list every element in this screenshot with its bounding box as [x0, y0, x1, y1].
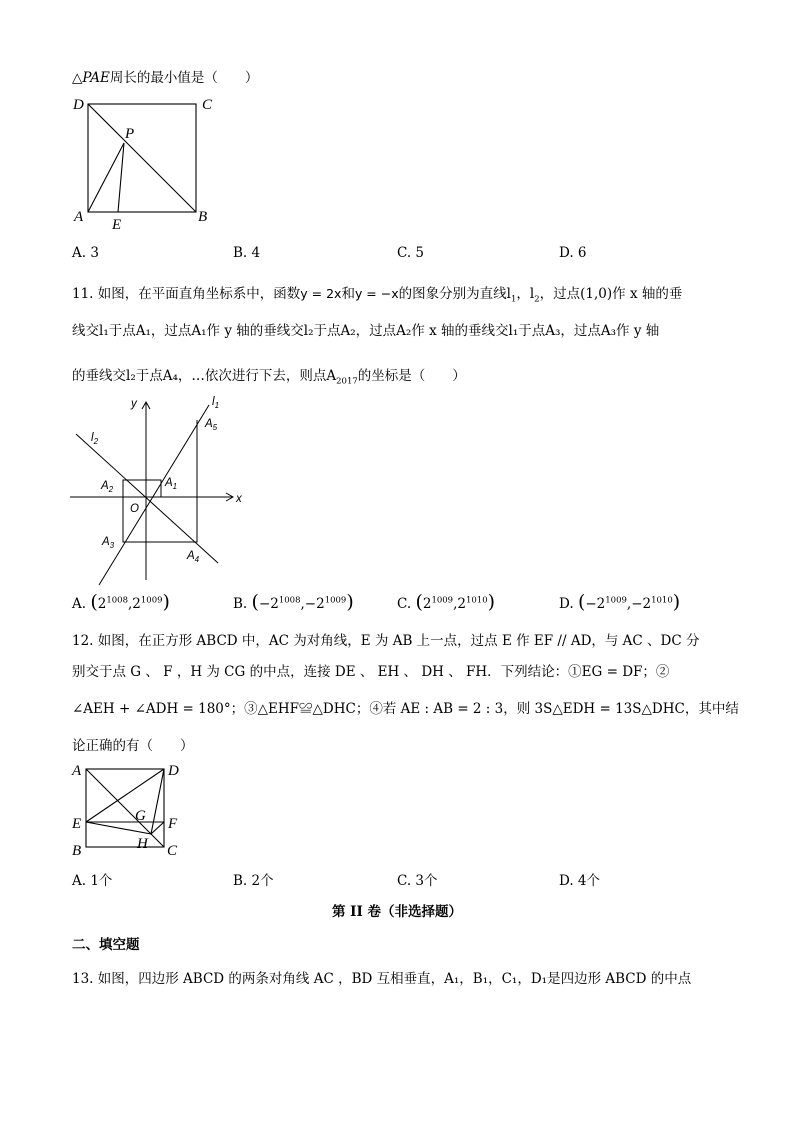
q11-text: ，过点: [539, 286, 581, 302]
q12-label-a: A: [72, 763, 82, 779]
q10-label-p: P: [125, 126, 135, 142]
q11-text: 作 x 轴的垂: [612, 286, 683, 302]
option-letter: C.: [397, 596, 412, 612]
q11-l1: $l_1$: [506, 286, 517, 305]
exponent: 1009: [431, 595, 454, 606]
q11-label-a2: $A_2$: [101, 480, 114, 494]
q10-option-c[interactable]: C. 5: [397, 245, 425, 261]
sign: −: [304, 596, 317, 612]
base: 2: [642, 596, 652, 612]
q11-label-x: x: [236, 493, 242, 505]
q11-label-a3: $A_3$: [102, 536, 115, 550]
q10-option-d[interactable]: D. 6: [559, 245, 587, 261]
paren-open: (: [415, 591, 423, 613]
q12-option-b[interactable]: B. 2个: [233, 873, 274, 889]
q11-line2: 线交l₁于点A₁，过点A₁作 y 轴的垂线交l₂于点A₂，过点A₂作 x 轴的垂线交l₁于点A₃，过点A₃作 y 轴: [72, 323, 660, 339]
q12-option-c[interactable]: C. 3个: [397, 873, 438, 889]
base: 2: [422, 596, 432, 612]
q10-label-c: C: [202, 97, 213, 113]
q11-option-a[interactable]: A. $(2^{1008},2^{1009})$: [72, 591, 170, 613]
q12-label-g: G: [135, 808, 146, 824]
q12-line1: 12. 如图，在正方形 ABCD 中，AC 为对角线，E 为 AB 上一点，过点 E 作 EF // AD，与 AC 、DC 分: [72, 633, 700, 649]
sign: −: [258, 596, 271, 612]
q10-stem-text: 周长的最小值是（ ）: [109, 70, 259, 86]
exponent: 1010: [465, 595, 488, 606]
q12-label-f: F: [168, 816, 178, 832]
q11-sep: ，: [516, 286, 530, 302]
q12-label-d: D: [168, 763, 179, 779]
q10-label-b: B: [198, 209, 208, 225]
q11-text: 的垂线交l₂于点A₄，…依次进行下去，则点: [72, 368, 327, 384]
q11-func2: y = −x: [354, 286, 399, 301]
q13-line1: 13. 如图，四边形 ABCD 的两条对角线 AC ，BD 互相垂直，A₁，B₁，C₁，D₁是四边形 ABCD 的中点: [72, 971, 692, 987]
q10-label-e: E: [112, 217, 122, 233]
q11-text: 的坐标是（ ）: [357, 368, 466, 384]
q12-option-a[interactable]: A. 1个: [72, 873, 113, 889]
q10-label-d: D: [73, 97, 84, 113]
q11-label-a1: $A_1$: [165, 477, 178, 491]
base: 2: [132, 596, 141, 612]
q12-segment-de: [86, 769, 164, 822]
q11-label-y: y: [131, 398, 137, 410]
exponent: 1008: [278, 595, 301, 606]
q12-diagonal-ac: [86, 769, 164, 847]
q11-point: (1,0): [580, 286, 613, 302]
sign: −: [631, 596, 643, 612]
base: 2: [596, 596, 606, 612]
q12-label-e: E: [72, 816, 82, 832]
paren-open: (: [251, 591, 259, 613]
q10-option-a[interactable]: A. 3: [72, 245, 99, 261]
paren-close: ): [346, 591, 354, 613]
exponent: 1009: [140, 595, 163, 606]
q11-option-b[interactable]: B. $(-2^{1008},-2^{1009})$: [233, 591, 354, 613]
paren-close: ): [162, 591, 170, 613]
paren-close: ): [672, 591, 681, 613]
option-letter: D.: [559, 596, 574, 612]
q11-text: 的图象分别为直线: [398, 286, 507, 302]
base: 2: [97, 596, 107, 612]
part2-heading: 二、填空题: [72, 937, 140, 953]
q11-option-c[interactable]: C. $(2^{1009},2^{1010})$: [397, 591, 496, 613]
exponent: 1009: [324, 595, 347, 606]
option-letter: B.: [233, 596, 248, 612]
q11-label-l2: $l_2$: [91, 432, 99, 446]
section-title: 第 II 卷（非选择题）: [331, 904, 463, 920]
q11-label-o: O: [130, 503, 139, 515]
q11-a2017: $A_{2017}$: [326, 368, 358, 387]
q11-label-a4: $A_4$: [187, 550, 200, 564]
base: 2: [270, 596, 279, 612]
q12-line2: 别交于点 G 、 F ，H 为 CG 的中点，连接 DE 、 EH 、 DH 、 FH．下列结论：①EG = DF；②: [72, 664, 670, 680]
sign: −: [585, 596, 597, 612]
q11-func1: y = 2x: [300, 286, 342, 301]
exponent: 1008: [106, 595, 128, 606]
q12-label-h: H: [137, 836, 148, 852]
q10-label-a: A: [74, 209, 84, 225]
paren-close: ): [487, 591, 496, 613]
q12-line4: 论正确的有（ ）: [72, 738, 194, 754]
q11-text-and: 和: [341, 286, 355, 302]
q11-l2: $l_2$: [529, 286, 540, 305]
exponent: 1009: [605, 595, 627, 606]
paren-open: (: [90, 591, 98, 613]
q11-label-a5: $A_5$: [205, 418, 218, 432]
option-letter: A.: [72, 596, 87, 612]
q12-label-b: B: [72, 843, 82, 859]
q11-text: 11. 如图，在平面直角坐标系中，函数: [72, 286, 301, 302]
q12-label-c: C: [167, 843, 178, 859]
base: 2: [316, 596, 325, 612]
paren-open: (: [577, 591, 586, 613]
base: 2: [457, 596, 466, 612]
q10-option-b[interactable]: B. 4: [233, 245, 261, 261]
exponent: 1010: [651, 595, 673, 606]
q10-triangle-math: △PAE: [72, 70, 110, 86]
q11-label-l1: $l_1$: [212, 396, 220, 410]
q11-option-d[interactable]: D. $(-2^{1009},-2^{1010})$: [559, 591, 681, 613]
q12-line3: ∠AEH + ∠ADH = 180°；③△EHF≌△DHC；④若 AE : AB = 2 : 3，则 3S△EDH = 13S△DHC，其中结: [72, 701, 739, 717]
q12-option-d[interactable]: D. 4个: [559, 873, 601, 889]
